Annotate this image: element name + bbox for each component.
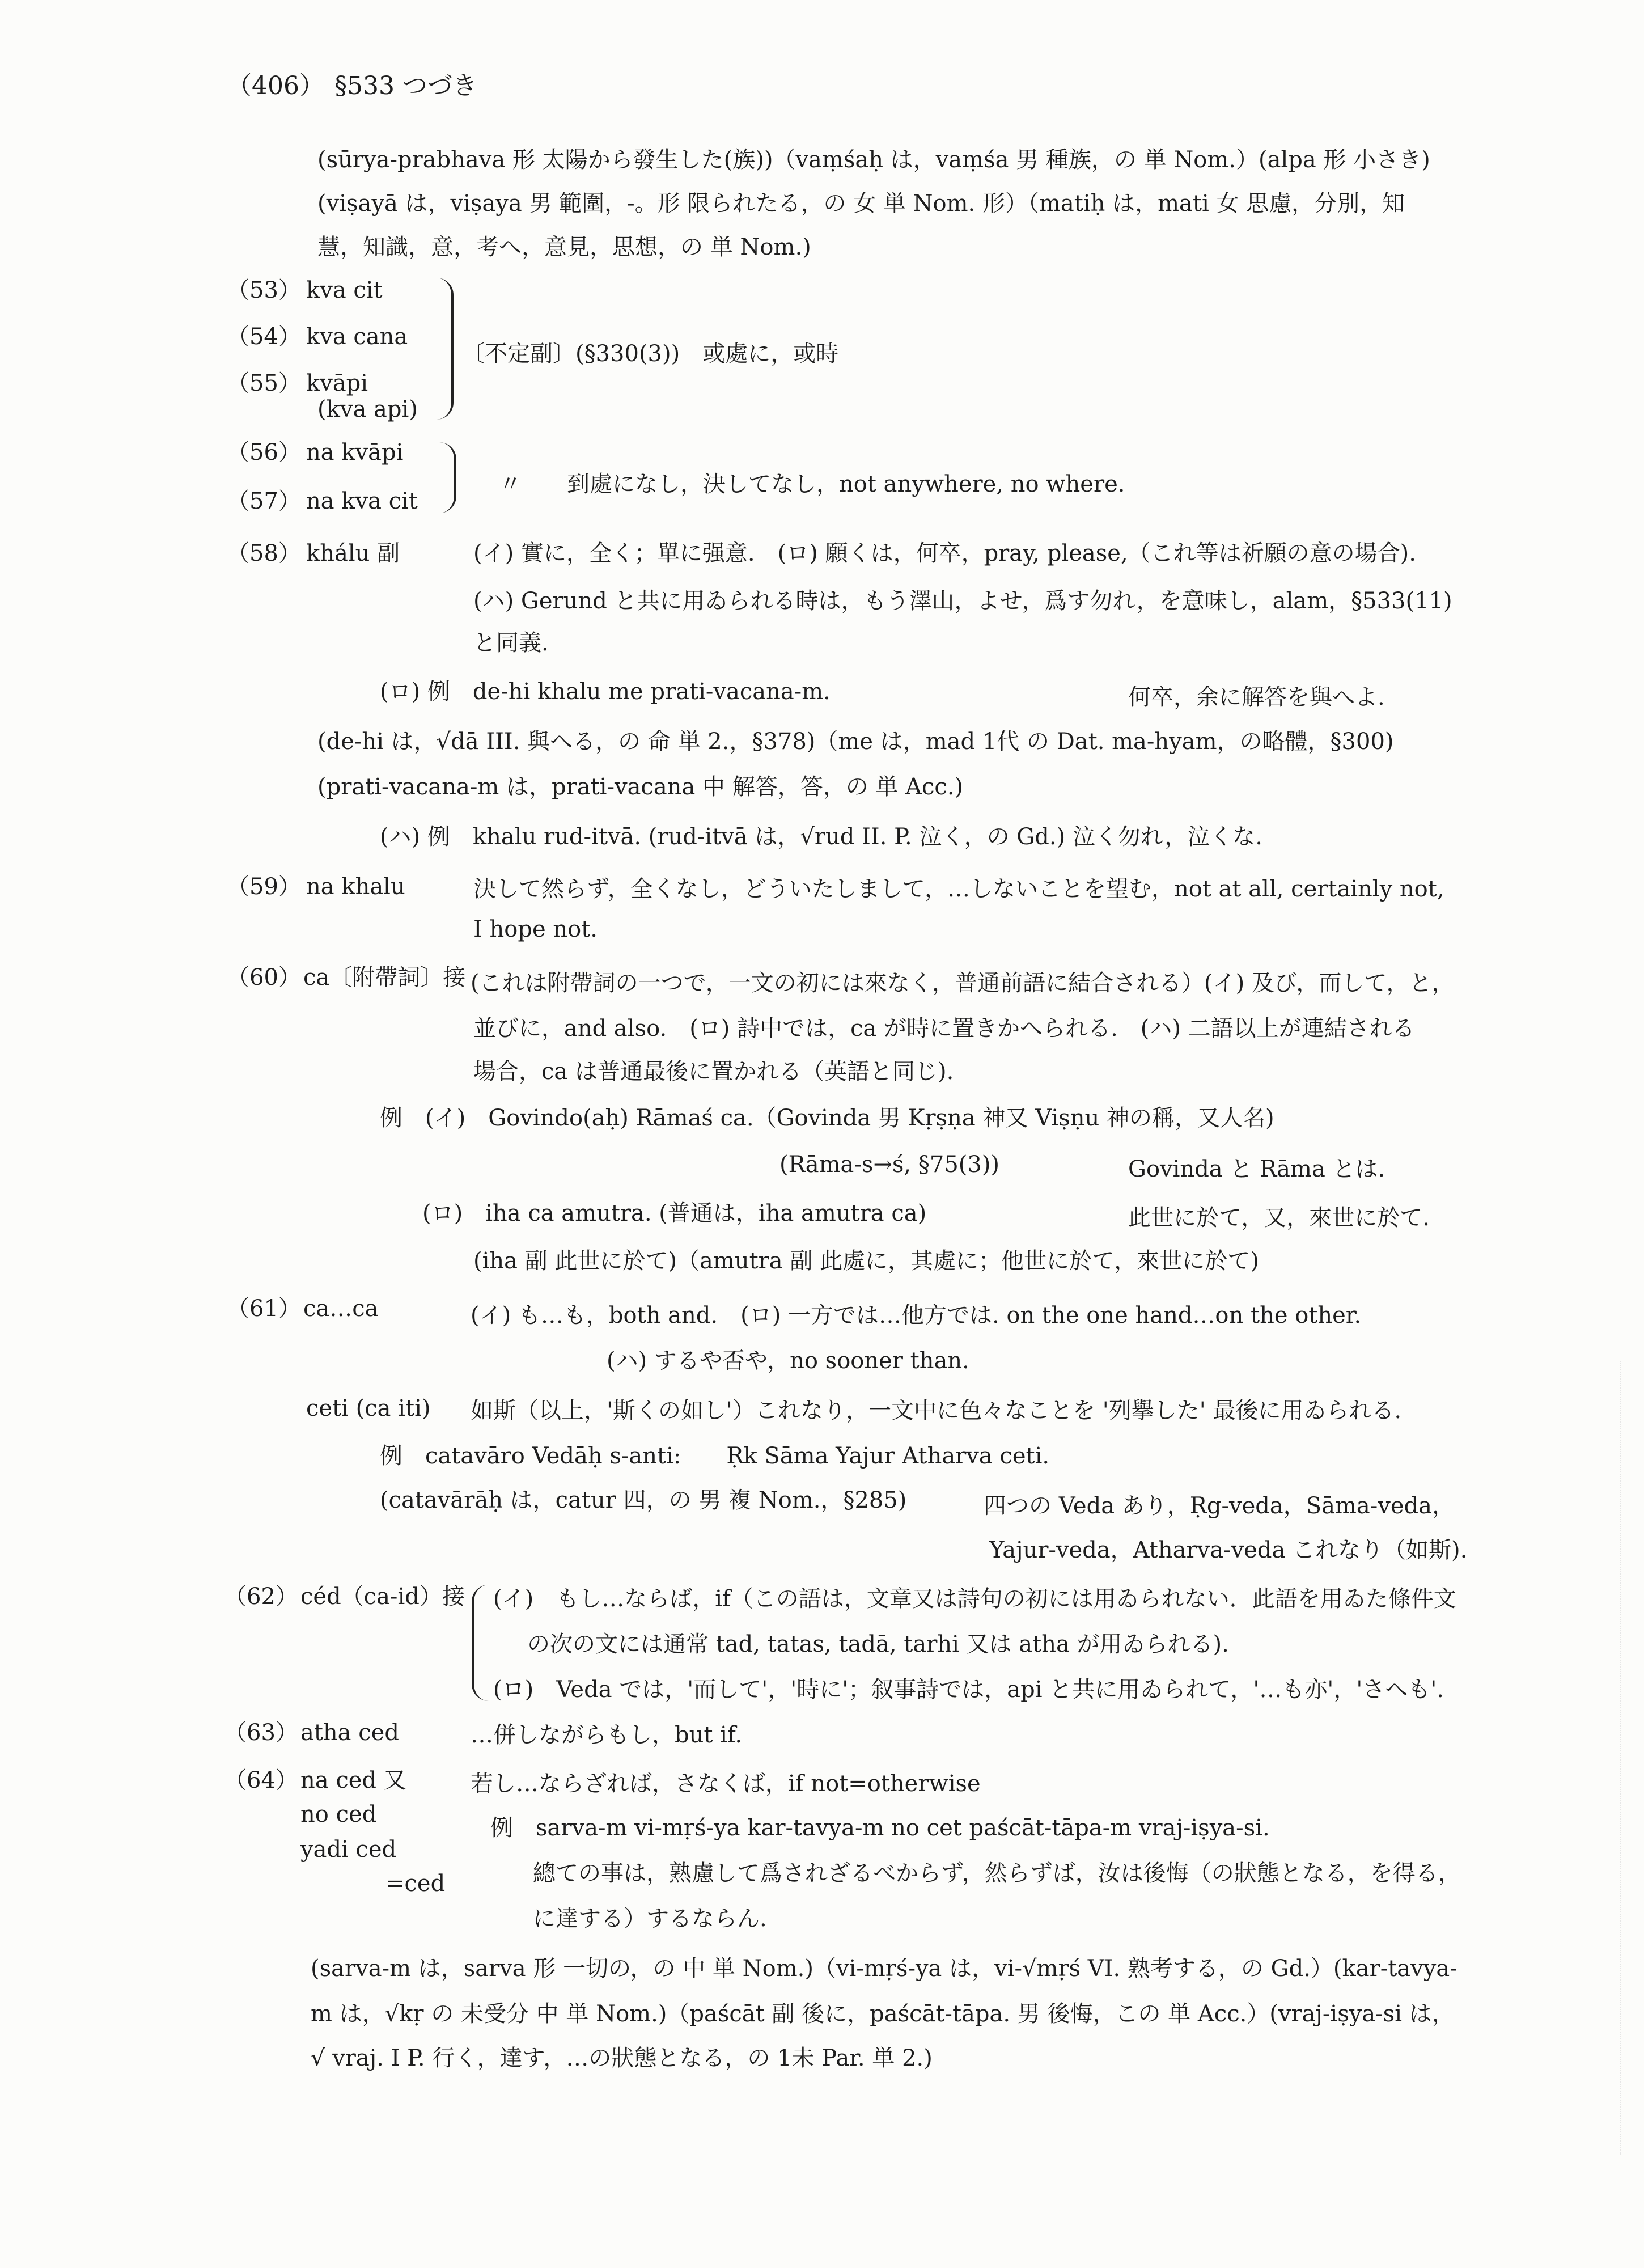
entry-gloss: (これは附帶詞の一つで，一文の初には來なく，普通前語に結合される）(イ) 及び，而して，と， [471, 970, 1455, 996]
entry-word: =ced [385, 1871, 446, 1897]
entry-gloss: 〔不定副〕(§330(3)) 或處に，或時 [462, 341, 839, 367]
example-sentence: 例 sarva-m vi-mṛś-ya kar-tavya-m no cet paścāt-tāpa-m vraj-iṣya-si. [490, 1815, 1270, 1841]
entry-word: céd（ca-id）接 [300, 1584, 465, 1610]
grammar-note: m は，√kṛ の 未受分 中 単 Nom.)（paścāt 副 後に，paścāt-tāpa. 男 後悔，この 単 Acc.）(vraj-iṣya-si は， [311, 2001, 1455, 2027]
entry-word: yadi ced [300, 1837, 397, 1863]
entry-word: no ced [300, 1801, 377, 1827]
entry-number: （61） [227, 1296, 301, 1322]
grammar-note: (prati-vacana-m は，prati-vacana 中 解答，答，の 単 Acc.) [317, 774, 964, 800]
entry-gloss: 若し…ならざれば，さなくば，if not=otherwise [471, 1771, 981, 1797]
left-brace [472, 1585, 489, 1701]
grammar-note: (sarva-m は，sarva 形 一切の，の 中 単 Nom.)（vi-mṛś-ya は，vi-√mṛś VI. 熟考する，の Gd.）(kar-tavya- [311, 1956, 1457, 1982]
entry-gloss: 場合，ca は普通最後に置かれる（英語と同じ). [473, 1059, 954, 1085]
example-sentence: 例 catavāro Vedāḥ s-anti: Ṛk Sāma Yajur Atharva ceti. [380, 1443, 1050, 1469]
entry-number: （57） [227, 488, 301, 514]
example-translation: 何卒，余に解答を與へよ. [1128, 684, 1385, 710]
entry-word: ca〔附帶詞〕接 [303, 964, 466, 991]
entry-gloss: 〃 到處になし，決してなし，not anywhere, no where. [499, 471, 1125, 497]
grammar-note: (de-hi は，√dā III. 與へる，の 命 単 2.，§378)（me は，mad 1代 の Dat. ma-hyam，の略體，§300) [317, 729, 1394, 755]
entry-number: （63） [224, 1720, 298, 1746]
page-edge-noise [1575, 1361, 1621, 2155]
entry-gloss: I hope not. [473, 916, 598, 942]
entry-word: na khalu [306, 874, 405, 900]
example-translation: Govinda と Rāma とは. [1128, 1156, 1385, 1182]
entry-number: （60） [227, 964, 301, 991]
example-translation: Yajur-veda，Atharva-veda これなり（如斯). [989, 1537, 1468, 1563]
entry-gloss: (ハ) するや否や，no sooner than. [607, 1348, 969, 1374]
entry-word-variant: (kva api) [317, 396, 418, 422]
entry-word: kvāpi [306, 370, 368, 396]
example-translation: 此世に於て，又，來世に於て. [1128, 1205, 1430, 1231]
intro-line: (viṣayā は，viṣaya 男 範圍，-。形 限られたる，の 女 単 Nom. 形）（matiḥ は，mati 女 思慮，分別，知 [317, 191, 1405, 217]
entry-word: atha ced [300, 1720, 399, 1746]
entry-gloss: …併しながらもし，but if. [471, 1722, 743, 1748]
page-number: （406） [227, 71, 324, 100]
entry-number: （54） [227, 324, 301, 350]
grammar-note: (iha 副 此世に於て)（amutra 副 此處に，其處に；他世に於て，來世に於て) [473, 1248, 1259, 1274]
entry-word: kva cana [306, 324, 408, 350]
entry-number: （64） [224, 1767, 298, 1793]
example-translation: に達する）するならん. [533, 1906, 767, 1932]
entry-gloss: と同義. [473, 630, 549, 656]
entry-gloss: 並びに，and also. (ロ) 詩中では，ca が時に置きかへられる. (ハ) 二語以上が連結される [473, 1015, 1415, 1042]
entry-word: ceti (ca iti) [306, 1395, 431, 1421]
entry-number: （58） [227, 540, 301, 566]
example-sentence: (ロ) 例 de-hi khalu me prati-vacana-m. [380, 679, 831, 705]
right-brace [437, 278, 454, 420]
entry-gloss: 決して然らず，全くなし，どういたしまして，…しないことを望む，not at all, certainly not, [473, 876, 1444, 902]
entry-number: （53） [227, 277, 301, 303]
grammar-note: √ vraj. I P. 行く，達す，…の狀態となる，の 1未 Par. 単 2.) [311, 2045, 933, 2071]
entry-word: ca…ca [303, 1296, 379, 1322]
entry-gloss: (ハ) Gerund と共に用ゐられる時は，もう澤山，よせ，爲す勿れ，を意味し，alam，§533(11) [473, 588, 1452, 614]
example-sentence: (ロ) iha ca amutra. (普通は，iha amutra ca) [422, 1200, 927, 1226]
entry-word: kva cit [306, 277, 383, 303]
entry-word: khálu 副 [306, 540, 400, 566]
entry-number: （59） [227, 874, 301, 900]
example-sentence: 例 (イ) Govindo(aḥ) Rāmaś ca.（Govinda 男 Kṛṣṇa 神又 Viṣṇu 神の稱，又人名) [380, 1105, 1274, 1131]
entry-gloss: (イ) もし…ならば，if（この語は，文章又は詩句の初には用ゐられない．此語を用ゐた條件文 [493, 1586, 1456, 1612]
intro-line: 慧，知識，意，考へ，意見，思想，の 単 Nom.) [317, 234, 811, 260]
entry-gloss: (イ) 實に，全く；單に强意. (ロ) 願くは，何卒，pray, please,（これ等は祈願の意の場合). [473, 540, 1417, 566]
entry-word: na kvāpi [306, 439, 404, 466]
entry-gloss: (ロ) Veda では，'而して'，'時に'；叙事詩では，api と共に用ゐられて，'…も亦'，'さへも'. [493, 1677, 1444, 1703]
entry-gloss: の次の文には通常 tad, tatas, tadā, tarhi 又は atha が用ゐられる). [527, 1631, 1229, 1657]
entry-word: na ced 又 [300, 1767, 406, 1793]
example-translation: 總ての事は，熟慮して爲されざるべからず，然らずば，汝は後悔（の狀態となる，を得る， [533, 1860, 1461, 1886]
entry-number: （56） [227, 439, 301, 466]
entry-word: na kva cit [306, 488, 418, 514]
example-sentence: (ハ) 例 khalu rud-itvā. (rud-itvā は，√rud II. P. 泣く，の Gd.) 泣く勿れ，泣くな. [380, 824, 1263, 850]
entry-gloss: 如斯（以上，'斯くの如し'）これなり，一文中に色々なことを '列擧した' 最後に用ゐられる. [471, 1398, 1402, 1424]
entry-number: （55） [227, 370, 301, 396]
example-translation: 四つの Veda あり，Ṛg-veda，Sāma-veda， [984, 1493, 1455, 1519]
grammar-note: (Rāma-s→ś, §75(3)) [779, 1152, 1000, 1178]
intro-line: (sūrya-prabhava 形 太陽から發生した(族))（vaṃśaḥ は，vaṃśa 男 種族，の 単 Nom.）(alpa 形 小さき) [317, 147, 1430, 173]
grammar-note: (catavārāḥ は，catur 四，の 男 複 Nom.，§285) [380, 1487, 907, 1513]
section-heading: §533 つづき [334, 71, 477, 100]
entry-gloss: (イ) も…も，both and. (ロ) 一方では…他方では. on the one hand…on the other. [471, 1302, 1362, 1328]
entry-number: （62） [224, 1584, 298, 1610]
right-brace [439, 442, 456, 513]
